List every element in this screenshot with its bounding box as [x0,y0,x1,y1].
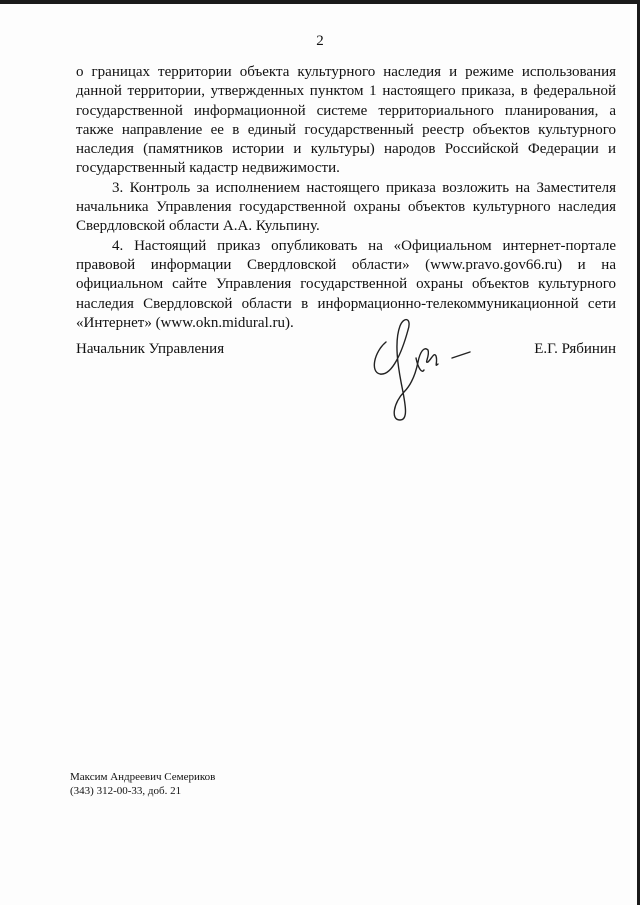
scan-edge-top [0,0,640,4]
handwritten-signature [368,312,478,432]
document-body [76,63,616,333]
signer-name: Е.Г. Рябинин [534,341,616,357]
signer-position: Начальник Управления [76,341,225,357]
executor-info [70,770,215,798]
paragraph-item-4: 4. Настоящий приказ опубликовать на «Официальном интернет-портале правовой информации Свердловской области» (www.pravo.gov66.ru) и на официальном сайте Управления государственной охраны объектов культурного наследия Свердловской области в информационно-телекоммуникационной сети «Интернет» (www.okn.midural.ru). [76,237,616,331]
executor-name: Максим Андреевич Семериков [70,771,216,783]
paragraph-item-3: 3. Контроль за исполнением настоящего приказа возложить на Заместителя начальника Управления государственной охраны объектов культурного наследия Свердловской области А.А. Кульпину. [76,179,616,235]
executor-phone: (343) 312-00-33, доб. 21 [70,785,182,797]
paragraph-continuation: о границах территории объекта культурного наследия и режиме использования данной территории, утвержденных пунктом 1 настоящего приказа, в федеральной государственной информационной системе территориального планирования, а также направление ее в единый государственный реестр объектов культурного наследия (памятников истории и культуры) народов Российской Федерации и государственный кадастр недвижимости. [76,64,616,177]
signature-block [76,341,616,363]
page-number: 2 [316,33,324,49]
